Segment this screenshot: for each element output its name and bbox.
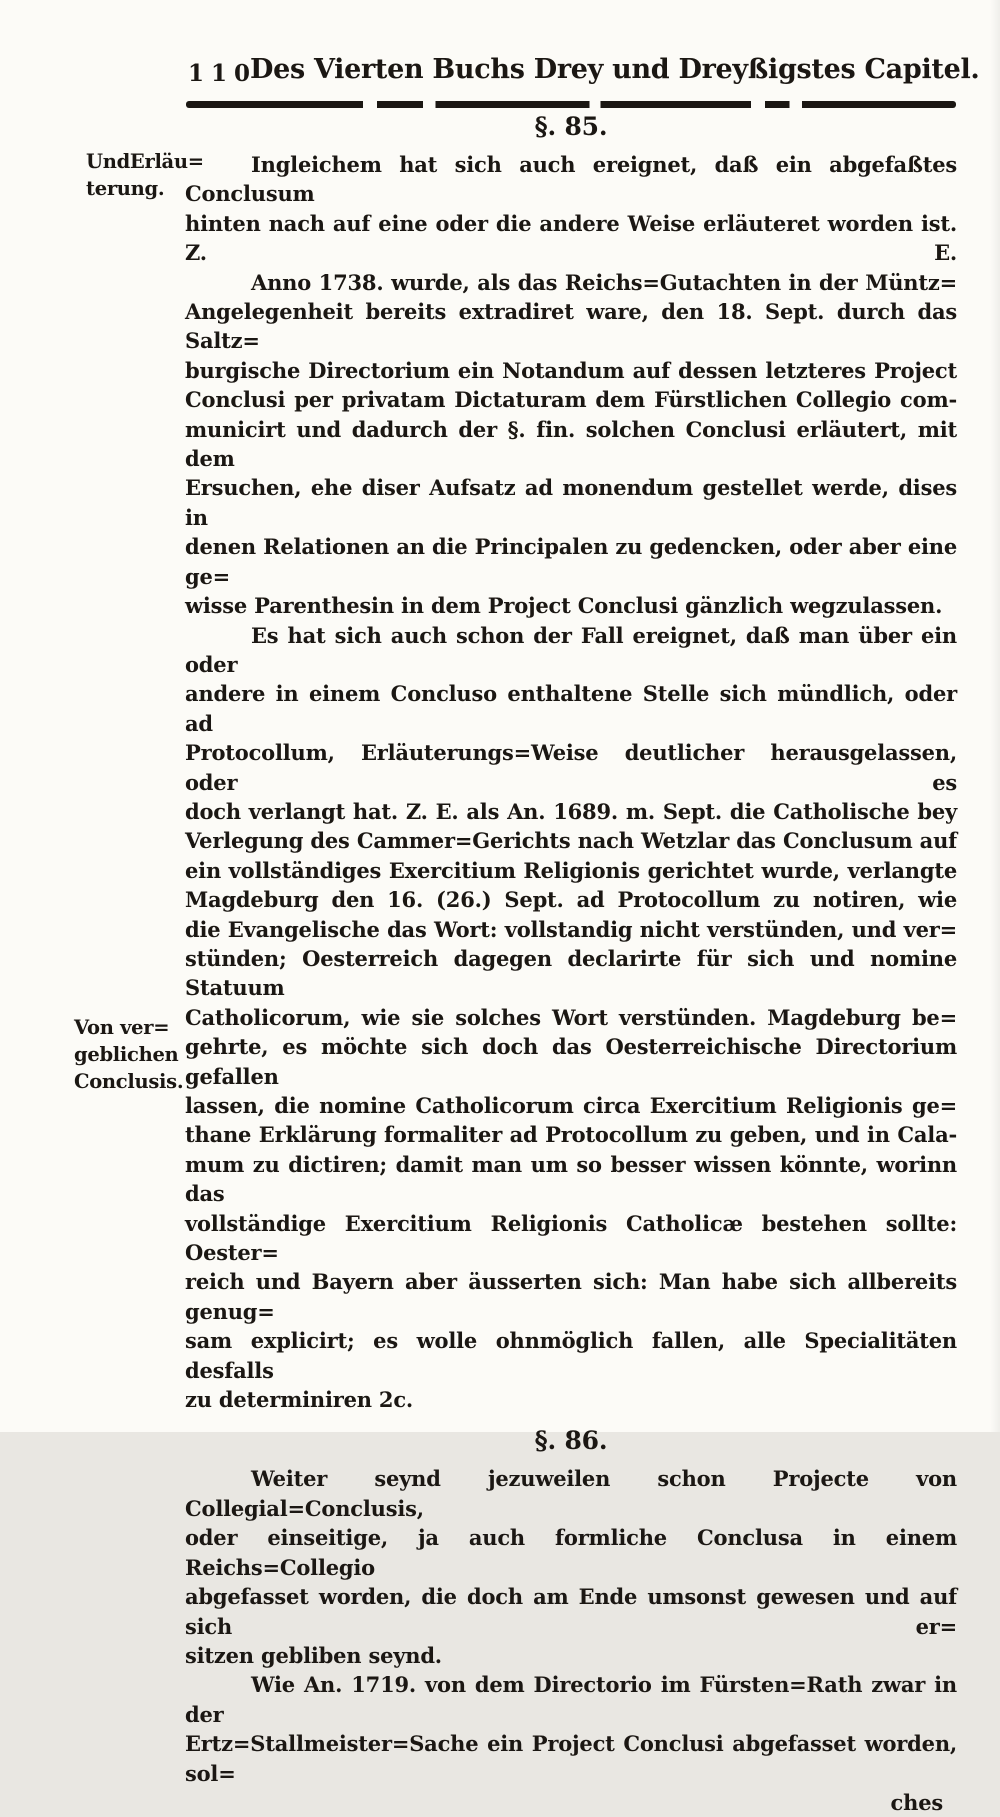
margin-note-vergebliche-conclusa [74, 1014, 192, 1095]
margin-note-line: geblichen [74, 1043, 179, 1066]
text-line: zu determiniren 2c. [185, 1387, 414, 1413]
text-line: wisse Parenthesin in dem Project Conclusi gänzlich wegzulassen. [185, 593, 943, 619]
text-line: Weiter seynd jezuweilen schon Projecte von Collegial=Conclusis, [185, 1466, 957, 1521]
paragraph [185, 150, 957, 268]
text-line: doch verlangt hat. Z. E. als An. 1689. m. Sept. die Catholische bey [185, 798, 957, 824]
text-block [185, 112, 957, 1817]
text-line: hinten nach auf eine oder die andere Weise erläuteret worden ist. Z. E. [185, 210, 957, 266]
text-line: Es hat sich auch schon der Fall ereignet, daß man über ein oder [185, 622, 957, 677]
margin-note-line: terung. [86, 177, 165, 200]
text-line: reich und Bayern aber äusserten sich: Man habe sich allbereits genug= [185, 1269, 957, 1324]
running-header-title: Des Vierten Buchs Drey und Dreyßigstes Capitel. [250, 54, 980, 85]
margin-note-line: Von ver= [74, 1016, 170, 1039]
text-line: Conclusi per privatam Dictaturam dem Fürstlichen Collegio com- [185, 387, 957, 413]
section-heading-86: §. 86. [534, 1426, 608, 1456]
text-line: Wie An. 1719. von dem Directorio im Fürsten=Rath zwar in der [185, 1672, 957, 1727]
text-line: Verlegung des Cammer=Gerichts nach Wetzlar das Conclusum auf [185, 828, 957, 854]
catchword: ches [890, 1789, 943, 1815]
text-line: gehrte, es möchte sich doch das Oesterreichische Directorium gefallen [185, 1034, 957, 1089]
text-line: mum zu dictiren; damit man um so besser wissen könnte, worinn das [185, 1151, 957, 1207]
header-rule [186, 101, 956, 108]
text-line: lassen, die nomine Catholicorum circa Exercitium Religionis ge= [185, 1093, 957, 1118]
text-line: Protocollum, Erläuterungs=Weise deutlicher herausgelassen, oder es [185, 740, 957, 795]
text-line: Ingleichem hat sich auch ereignet, daß ein abgefaßtes Conclusum [185, 152, 957, 207]
text-line: Ersuchen, ehe diser Aufsatz ad monendum gestellet werde, dises in [185, 475, 957, 530]
text-line: municirt und dadurch der §. fin. solchen Conclusi erläutert, mit dem [185, 416, 957, 472]
margin-note-line: UndErläu= [86, 150, 204, 173]
text-line: Anno 1738. wurde, als das Reichs=Gutachten in der Müntz= [251, 269, 957, 295]
paragraph [185, 621, 957, 1415]
page-number: 110 [188, 60, 258, 87]
section-heading-85: §. 85. [534, 112, 608, 141]
text-line: Magdeburg den 16. (26.) Sept. ad Protocollum zu notiren, wie [185, 887, 957, 913]
text-line: sitzen gebliben seynd. [185, 1642, 442, 1668]
text-line: Catholicorum, wie sie solches Wort verstünden. Magdeburg be= [185, 1004, 957, 1030]
text-line: Angelegenheit bereits extradiret ware, den 18. Sept. durch das Saltz= [185, 299, 957, 354]
text-line: burgische Directorium ein Notandum auf dessen letzteres Project [185, 357, 957, 383]
text-line: abgefasset worden, die doch am Ende umsonst gewesen und auf sich er= [185, 1584, 957, 1639]
text-line: oder einseitige, ja auch formliche Conclusa in einem Reichs=Collegio [185, 1525, 957, 1580]
paragraph [185, 1670, 957, 1788]
paragraph [185, 1464, 957, 1670]
text-line: ein vollständiges Exercitium Religionis gerichtet wurde, verlangte [185, 857, 957, 883]
text-line: andere in einem Concluso enthaltene Stelle sich mündlich, oder ad [185, 681, 957, 736]
text-line: die Evangelische das Wort: vollstandig nicht verstünden, und ver= [185, 916, 957, 942]
text-line: thane Erklärung formaliter ad Protocollum zu geben, und in Cala- [185, 1122, 957, 1148]
paragraph [185, 268, 957, 621]
text-line: denen Relationen an die Principalen zu gedencken, oder aber eine ge= [185, 534, 957, 589]
catchword-row [185, 1788, 957, 1817]
text-line: sam explicirt; es wolle ohnmöglich fallen, alle Specialitäten desfalls [185, 1328, 957, 1383]
text-line: Ertz=Stallmeister=Sache ein Project Conclusi abgefasset worden, sol= [185, 1731, 957, 1786]
text-line: vollständige Exercitium Religionis Catholicæ bestehen sollte: Oester= [185, 1210, 957, 1266]
margin-note-line: Conclusis. [74, 1070, 184, 1093]
text-line: stünden; Oesterreich dagegen declarirte für sich und nomine Statuum [185, 945, 957, 1001]
